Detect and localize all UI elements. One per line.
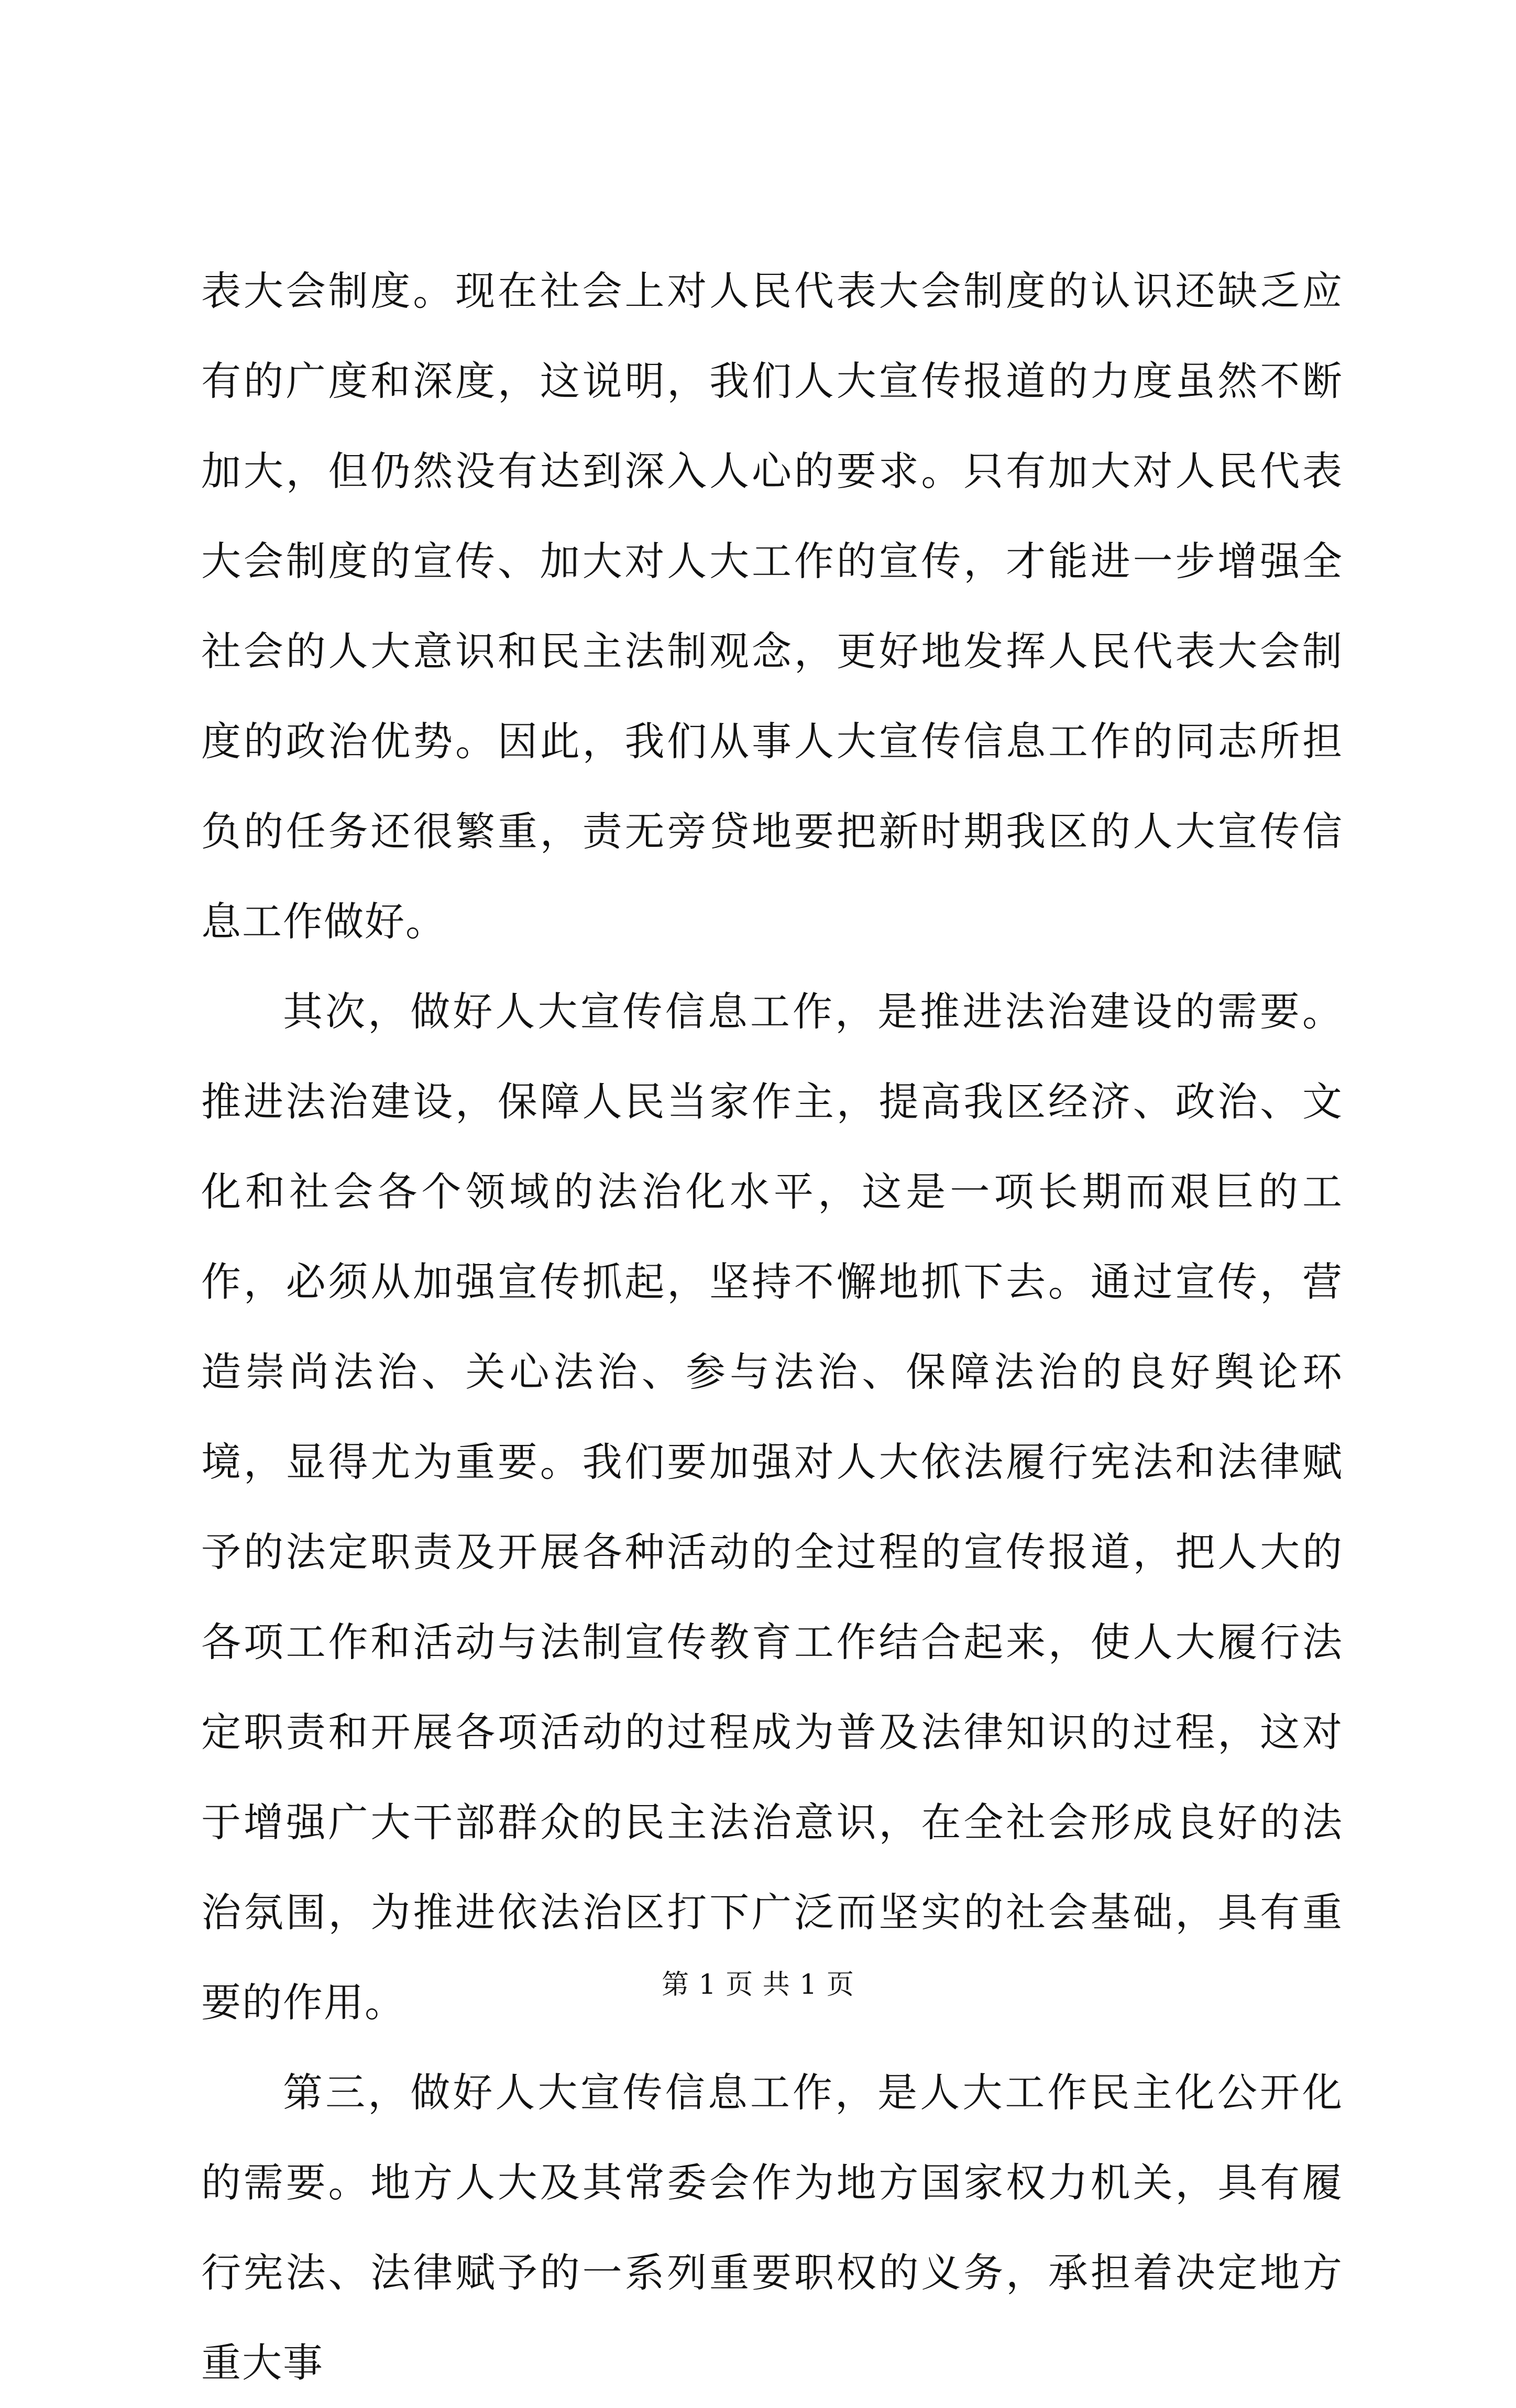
paragraph-2: 其次，做好人大宣传信息工作，是推进法治建设的需要。推进法治建设，保障人民当家作主，提高我区经济、政治、文化和社会各个领域的法治化水平，这是一项长期而艰巨的工作，必须从加强宣传抓起，坚持不懈地抓下去。通过宣传，营造崇尚法治、关心法治、参与法治、保障法治的良好舆论环境，显得尤为重要。我们要加强对人大依法履行宪法和法律赋予的法定职责及开展各种活动的全过程的宣传报道，把人大的各项工作和活动与法制宣传教育工作结合起来，使人大履行法定职责和开展各项活动的过程成为普及法律知识的过程，这对于增强广大干部群众的民主法治意识，在全社会形成良好的法治氛围，为推进依法治区打下广泛而坚实的社会基础，具有重要的作用。 [201, 988, 1343, 2026]
paragraph-1: 表大会制度。现在社会上对人民代表大会制度的认识还缺乏应有的广度和深度，这说明，我们人大宣传报道的力度虽然不断加大，但仍然没有达到深入人心的要求。只有加大对人民代表大会制度的宣传、加大对人大工作的宣传，才能进一步增强全社会的人大意识和民主法制观念，更好地发挥人民代表大会制度的政治优势。因此，我们从事人大宣传信息工作的同志所担负的任务还很繁重，责无旁贷地要把新时期我区的人大宣传信息工作做好。 [201, 268, 1343, 945]
document-body [201, 246, 1343, 2408]
paragraph-3: 第三，做好人大宣传信息工作，是人大工作民主化公开化的需要。地方人大及其常委会作为地方国家权力机关，具有履行宪法、法律赋予的一系列重要职权的义务，承担着决定地方重大事 [201, 2069, 1343, 2386]
page-footer: 第 1 页 共 1 页 [662, 1969, 854, 2001]
